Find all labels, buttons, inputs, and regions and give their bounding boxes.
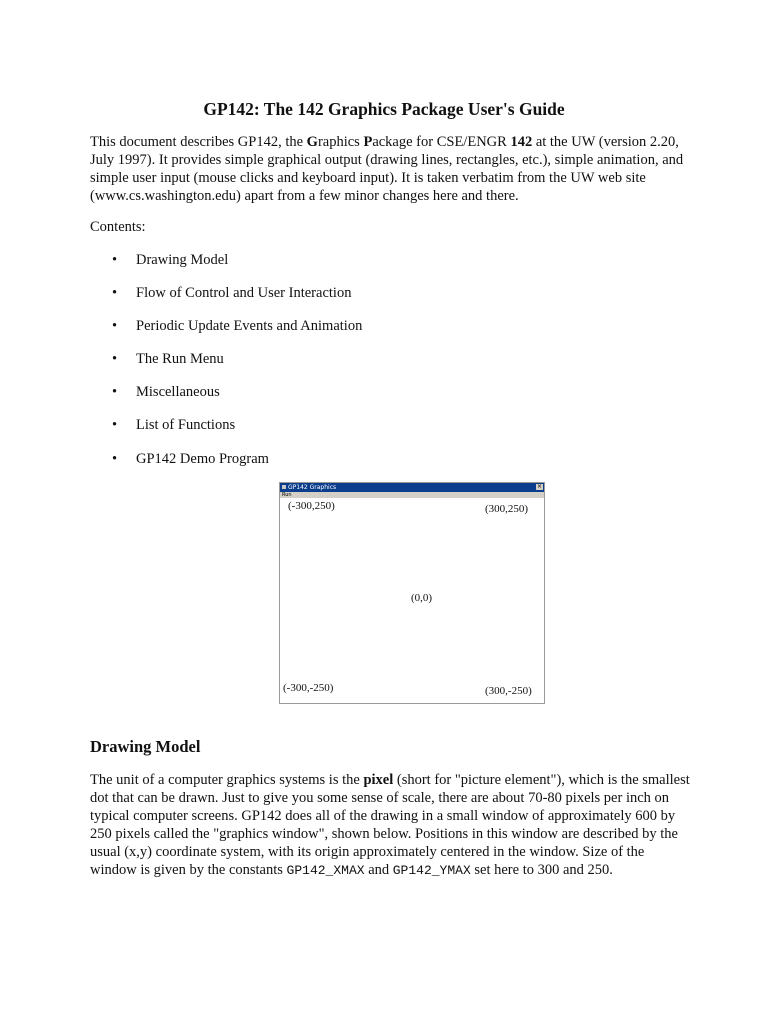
intro-text-2: raphics	[317, 134, 364, 150]
run-menu-label: Run	[282, 492, 292, 498]
intro-bold-g: G	[306, 134, 318, 150]
document-title: GP142: The 142 Graphics Package User's Guide	[203, 99, 565, 119]
bullet-icon: •	[112, 285, 118, 301]
bullet-icon: •	[112, 351, 118, 367]
toc-item-label: Flow of Control and User Interaction	[136, 285, 352, 301]
bullet-icon: •	[112, 417, 118, 433]
bullet-icon: •	[112, 451, 118, 467]
coord-top-left: (-300,250)	[288, 500, 335, 512]
intro-bold-p: P	[363, 134, 373, 150]
window-system-icon	[282, 485, 286, 489]
toc-item-label: GP142 Demo Program	[136, 451, 269, 467]
dm-bold-pixel: pixel	[363, 772, 394, 788]
code-xmax: GP142_XMAX	[286, 863, 365, 878]
intro-bold-142: 142	[510, 134, 533, 150]
contents-label: Contents:	[90, 219, 146, 235]
toc-item-label: Drawing Model	[136, 252, 229, 268]
section-heading-drawing-model: Drawing Model	[90, 737, 201, 756]
coord-bottom-right: (300,-250)	[485, 685, 532, 697]
coord-bottom-left: (-300,-250)	[283, 682, 334, 694]
close-icon: ×	[536, 483, 543, 490]
bullet-icon: •	[112, 252, 118, 268]
intro-text-4: at the UW (version 2.20, July 1997). It provides simple graphical output (drawing lines, rectangles, etc.), simple animation, and simple user input (mouse clicks and keyboard input). It is taken verbatim from the UW web site (www.cs.washington.edu) apart from a few minor changes here and there.	[90, 134, 684, 204]
toc-item-label: Periodic Update Events and Animation	[136, 318, 363, 334]
graphics-window-figure	[279, 482, 545, 704]
toc-item-label: The Run Menu	[136, 351, 224, 367]
bullet-icon: •	[112, 384, 118, 400]
graphics-window-canvas	[280, 498, 544, 703]
intro-paragraph	[90, 133, 690, 205]
dm-text-4: set here to 300 and 250.	[470, 862, 613, 878]
dm-text-1: The unit of a computer graphics systems is the	[90, 772, 364, 788]
intro-text-1: This document describes GP142, the	[90, 134, 307, 150]
coord-center: (0,0)	[411, 592, 433, 604]
bullet-icon: •	[112, 318, 118, 334]
graphics-window-titlebar	[280, 483, 544, 492]
dm-text-3: and	[364, 862, 393, 878]
drawing-model-paragraph	[90, 771, 690, 880]
toc-item-label: List of Functions	[136, 417, 236, 433]
code-ymax: GP142_YMAX	[392, 863, 471, 878]
dm-text-2: (short for "picture element"), which is the smallest dot that can be drawn. Just to give you some sense of scale, there are about 70-80 pixels per inch on typical computer screens. GP142 does all of the drawing in a small window of approximately 600 by 250 pixels called the "graphics window", shown below. Positions in this window are described by the usual (x,y) coordinate system, with its origin approximately centered in the window. Size of the window is given by the constants	[90, 772, 690, 878]
coord-top-right: (300,250)	[485, 503, 529, 515]
toc-item-label: Miscellaneous	[136, 384, 220, 400]
graphics-window-title: GP142 Graphics	[288, 484, 337, 491]
intro-text-3: ackage for CSE/ENGR	[372, 134, 511, 150]
